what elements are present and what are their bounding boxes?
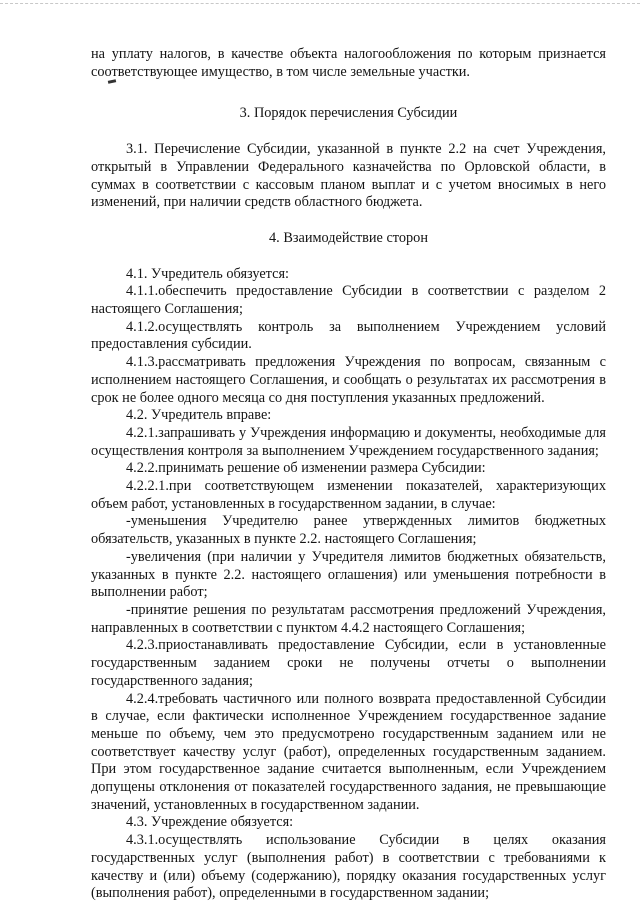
paragraph-4-1: 4.1. Учредитель обязуется: xyxy=(126,265,289,282)
paragraph-4-3-1: 4.3.1.осуществлять использование Субсидии в целях оказания государственных услуг (выполнения работ) в соответствии с требованиями к качеству и (или) объему (содержанию), порядку оказания государственных услуг (выполнения работ), определенными в государственном задании; xyxy=(91,832,606,902)
list-item-decrease-limits: -уменьшения Учредителю ранее утвержденных лимитов бюджетных обязательств, указанных в пункте 2.2. настоящего Соглашения; xyxy=(91,513,606,548)
paragraph-4-2-4: 4.2.4.требовать частичного или полного возврата предоставленной Субсидии в случае, если фактически исполненное Учреждением государственное задание меньше по объему, чем это предусмотрено государственным заданием или не соответствует качеству услуг (работ), определенных государственным заданием. При этом государственное задание считается выполненным, если Учреждением допущены отклонения от показателей государственного задания, не превышающие значений, установленных в государственном задании. xyxy=(91,690,606,813)
paragraph-4-2-1: 4.2.1.запрашивать у Учреждения информацию и документы, необходимые для осуществления контроля за выполнением Учреждением государственного задания; xyxy=(91,424,606,459)
list-item-increase-limits: -увеличения (при наличии у Учредителя лимитов бюджетных обязательств, указанных в пункте 2.2. настоящего оглашения) или уменьшения потребности в выполнении работ; xyxy=(91,548,606,601)
paragraph-4-1-2: 4.1.2.осуществлять контроль за выполнением Учреждением условий предоставления субсидии. xyxy=(91,318,606,353)
paragraph-4-2-3: 4.2.3.приостанавливать предоставление Субсидии, если в установленные государственным заданием сроки не получены отчеты о выполнении государственного задания; xyxy=(91,637,606,689)
section-4-title: 4. Взаимодействие сторон xyxy=(269,229,428,246)
scan-top-edge xyxy=(0,3,640,4)
paragraph-4-1-1: 4.1.1.обеспечить предоставление Субсидии в соответствии с разделом 2 настоящего Соглашения; xyxy=(91,283,606,318)
list-item-decision-on-proposals: -принятие решения по результатам рассмотрения предложений Учреждения, направленных в соответствии с пунктом 4.4.2 настоящего Соглашения; xyxy=(91,601,606,636)
intro-paragraph: на уплату налогов, в качестве объекта налогообложения по которым признается соответствующее имущество, в том числе земельные участки. xyxy=(91,46,606,80)
section-3-title: 3. Порядок перечисления Субсидии xyxy=(239,105,458,122)
paragraph-4-2-2: 4.2.2.принимать решение об изменении размера Субсидии: xyxy=(126,460,486,477)
paragraph-3-1: 3.1. Перечисление Субсидии, указанной в пункте 2.2 на счет Учреждения, открытый в Управлении Федерального казначейства по Орловской области, в суммах в соответствии с кассовым планом выплат и с учетом вносимых в него изменений, при наличии средств областного бюджета. xyxy=(91,141,606,211)
paragraph-4-2-2-1: 4.2.2.1.при соответствующем изменении показателей, характеризующих объем работ, установленных в государственном задании, в случае: xyxy=(91,478,606,512)
paragraph-4-2: 4.2. Учредитель вправе: xyxy=(126,407,272,424)
paragraph-4-1-3: 4.1.3.рассматривать предложения Учреждения по вопросам, связанным с исполнением настоящего Соглашения, и сообщать о результатах их рассмотрения в срок не более одного месяца со дня поступления указанных предложений. xyxy=(91,354,606,406)
document-body xyxy=(91,46,606,903)
paragraph-4-3: 4.3. Учреждение обязуется: xyxy=(126,814,294,831)
